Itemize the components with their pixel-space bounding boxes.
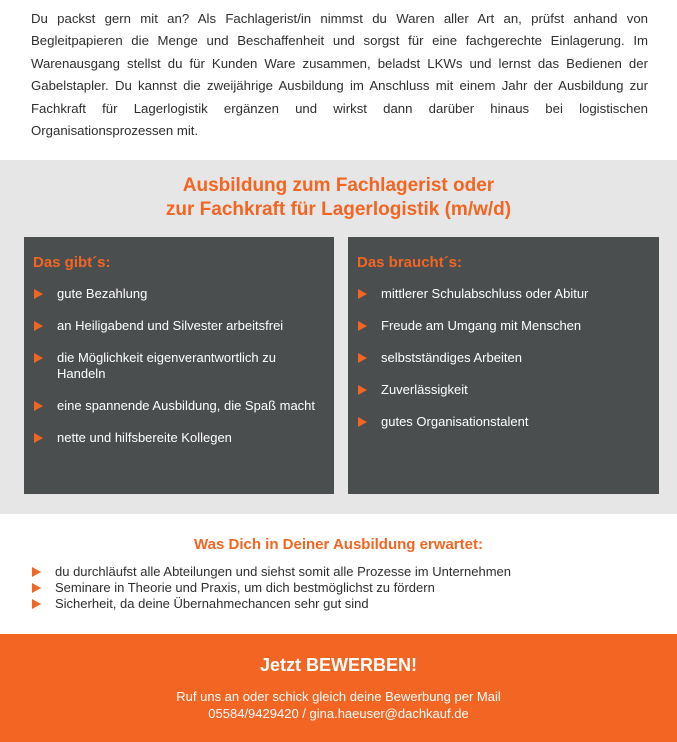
expectation-item — [31, 580, 651, 596]
benefit-item — [33, 286, 321, 302]
training-title-line2: zur Fachkraft für Lagerlogistik (m/w/d) — [165, 199, 512, 220]
apply-title: Jetzt BEWERBEN! — [259, 655, 417, 675]
triangle-right-icon — [34, 433, 43, 443]
expectations-list — [31, 564, 651, 612]
triangle-right-icon — [358, 289, 367, 299]
requirement-item — [357, 318, 645, 334]
requirements-list — [357, 286, 645, 446]
benefit-text: gute Bezahlung — [57, 286, 148, 301]
benefit-item — [33, 318, 321, 334]
triangle-right-icon — [32, 599, 41, 609]
expectation-text: Seminare in Theorie und Praxis, um dich bestmöglichst zu fördern — [55, 580, 435, 595]
benefit-item — [33, 398, 321, 414]
triangle-right-icon — [358, 385, 367, 395]
triangle-right-icon — [34, 289, 43, 299]
requirement-text: Freude am Umgang mit Menschen — [381, 318, 582, 333]
requirement-item — [357, 286, 645, 302]
expectation-text: du durchläufst alle Abteilungen und siehst somit alle Prozesse im Unternehmen — [55, 564, 511, 579]
benefits-heading: Das gibt´s: — [33, 254, 111, 271]
benefit-text: an Heiligabend und Silvester arbeitsfrei — [57, 318, 284, 333]
requirement-item — [357, 414, 645, 430]
triangle-right-icon — [34, 321, 43, 331]
benefit-item — [33, 430, 321, 446]
training-title-line1: Ausbildung zum Fachlagerist oder — [182, 175, 495, 196]
benefit-text: die Möglichkeit eigenverantwortlich zu Handeln — [57, 350, 276, 381]
training-section — [0, 160, 677, 514]
benefits-list — [33, 286, 321, 462]
requirement-text: Zuverlässigkeit — [381, 382, 468, 397]
triangle-right-icon — [358, 417, 367, 427]
triangle-right-icon — [32, 567, 41, 577]
apply-contact[interactable]: 05584/9429420 / gina.haeuser@dachkauf.de — [208, 706, 469, 721]
training-title — [0, 174, 677, 222]
expectation-item — [31, 564, 651, 580]
triangle-right-icon — [34, 353, 43, 363]
requirements-heading: Das braucht´s: — [357, 254, 463, 271]
requirement-item — [357, 382, 645, 398]
apply-banner — [0, 634, 677, 742]
expectation-item — [31, 596, 651, 612]
benefit-text: nette und hilfsbereite Kollegen — [57, 430, 232, 445]
expectations-title: Was Dich in Deiner Ausbildung erwartet: — [194, 536, 483, 553]
requirements-box — [348, 237, 659, 494]
triangle-right-icon — [32, 583, 41, 593]
requirement-text: mittlerer Schulabschluss oder Abitur — [381, 286, 589, 301]
benefit-text: eine spannende Ausbildung, die Spaß macht — [57, 398, 316, 413]
requirement-item — [357, 350, 645, 366]
requirement-text: selbstständiges Arbeiten — [381, 350, 522, 365]
expectation-text: Sicherheit, da deine Übernahmechancen sehr gut sind — [55, 596, 369, 611]
apply-instructions: Ruf uns an oder schick gleich deine Bewerbung per Mail — [176, 689, 501, 704]
triangle-right-icon — [358, 353, 367, 363]
triangle-right-icon — [34, 401, 43, 411]
intro-text: Du packst gern mit an? Als Fachlagerist/in nimmst du Waren aller Art an, prüfst anhand von Begleitpapieren die Menge und Beschaffenheit und sorgst für eine fachgerechte Einlagerung. Im Warenausgang stellst du für Kunden Ware zusammen, beladst LKWs und lernst das Bedienen der Gabelstapler. Du kannst die zweijährige Ausbildung im Anschluss mit einem Jahr der Ausbildung zur Fachkraft für Lagerlogistik ergänzen und wirkst dann darüber hinaus bei logistischen Organisationsprozessen mit. — [31, 11, 648, 139]
requirement-text: gutes Organisationstalent — [381, 414, 529, 429]
triangle-right-icon — [358, 321, 367, 331]
benefits-box — [24, 237, 334, 494]
benefit-item — [33, 350, 321, 382]
